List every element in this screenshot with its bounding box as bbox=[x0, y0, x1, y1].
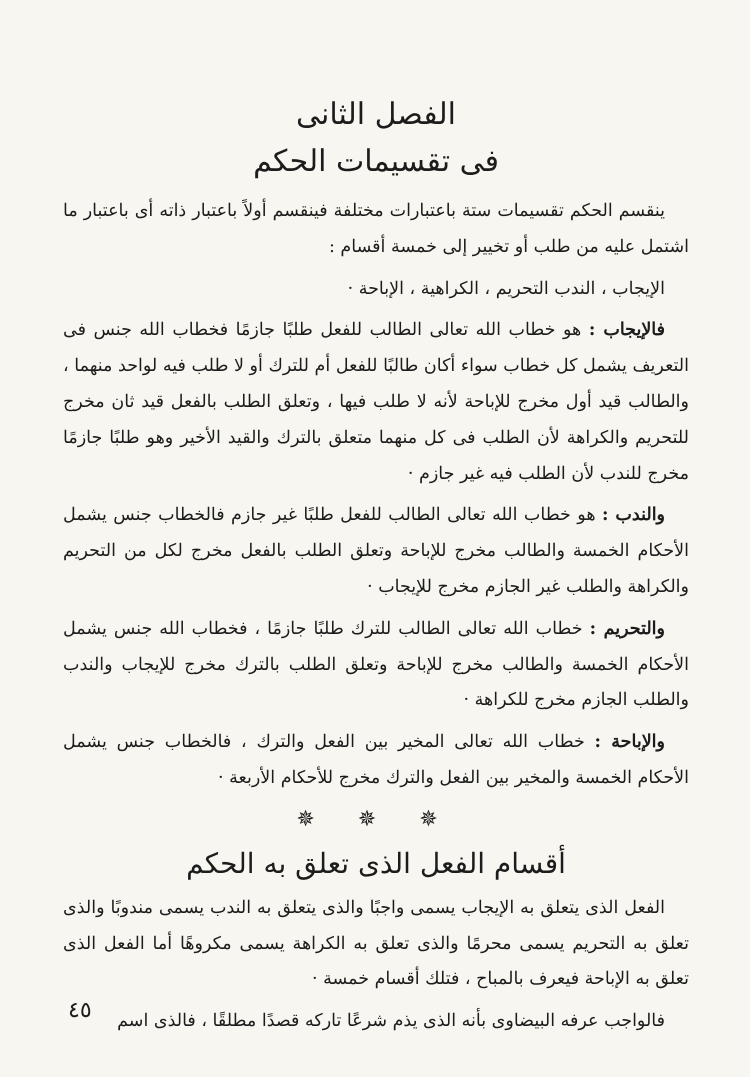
term-ijab: فالإيجاب : bbox=[588, 320, 665, 341]
term-tahrim: والتحريم : bbox=[589, 618, 665, 639]
definition-ibaha bbox=[63, 725, 689, 797]
page-number: ٤٥ bbox=[68, 998, 92, 1023]
definition-nadb bbox=[63, 498, 689, 605]
definition-tahrim bbox=[63, 612, 689, 719]
term-ibaha: والإباحة : bbox=[594, 732, 665, 753]
definition-text: خطاب الله تعالى المخير بين الفعل والترك ، فالخطاب جنس يشمل الأحكام الخمسة والمخير بين الفعل والترك مخرج للأحكام الأربعة · bbox=[63, 732, 689, 788]
page-content bbox=[63, 92, 689, 1046]
rulings-list: الإيجاب ، الندب التحريم ، الكراهية ، الإباحة · bbox=[347, 278, 665, 299]
intro-paragraph: ينقسم الحكم تقسيمات ستة باعتبارات مختلفة فينقسم أولاً باعتبار ذاته أى باعتبار ما اشتمل عليه من طلب أو تخيير إلى خمسة أقسام : bbox=[63, 201, 689, 257]
definition-text: خطاب الله تعالى الطالب للترك طلبًا جازمًا ، فخطاب الله جنس يشمل الأحكام الخمسة والطالب مخرج للإباحة وتعلق الطلب بالترك مخرج للإيجاب والندب والطلب الجازم مخرج للكراهة · bbox=[63, 618, 689, 711]
term-nadb: والندب : bbox=[602, 505, 666, 526]
chapter-subtitle: فى تقسيمات الحكم bbox=[253, 144, 499, 179]
section-paragraph: الفعل الذى يتعلق به الإيجاب يسمى واجبًا والذى يتعلق به الندب يسمى مندوبًا والذى تعلق به التحريم يسمى محرمًا والذى تعلق به الكراهة يسمى مكروهًا أما الفعل الذى تعلق به الإباحة فيعرف بالمباح ، فتلك أقسام خمسة · bbox=[63, 897, 689, 990]
section-title: أقسام الفعل الذى تعلق به الحكم bbox=[186, 846, 566, 880]
section-separator: ✵ ✵ ✵ bbox=[296, 806, 456, 832]
definition-ijab bbox=[63, 313, 689, 492]
definition-text: هو خطاب الله تعالى الطالب للفعل طلبًا جازمًا فخطاب الله جنس فى التعريف يشمل كل خطاب سواء أكان طالبًا للفعل أم للترك أو لا طلب فيه لواحد منهما ، والطالب قيد أول مخرج للإباحة لأنه لا طلب فيها ، وتعلق الطلب بالفعل قيد ثان مخرج للتحريم والكراهة لأن الطلب فى كل منهما متعلق بالترك والقيد الأخير وهو طلبًا جازمًا مخرج للندب لأن الطلب فيه غير جازم · bbox=[63, 320, 689, 484]
definition-text: هو خطاب الله تعالى الطالب للفعل طلبًا غير جازم فالخطاب جنس يشمل الأحكام الخمسة والطالب مخرج للإباحة وتعلق الطلب بالفعل مخرج لكل من التحريم والكراهة والطلب غير الجازم مخرج للإيجاب · bbox=[63, 505, 689, 597]
section-paragraph-continued: فالواجب عرفه البيضاوى بأنه الذى يذم شرعًا تاركه قصدًا مطلقًا ، فالذى اسم bbox=[117, 1011, 665, 1032]
chapter-title: الفصل الثانى bbox=[296, 97, 456, 132]
